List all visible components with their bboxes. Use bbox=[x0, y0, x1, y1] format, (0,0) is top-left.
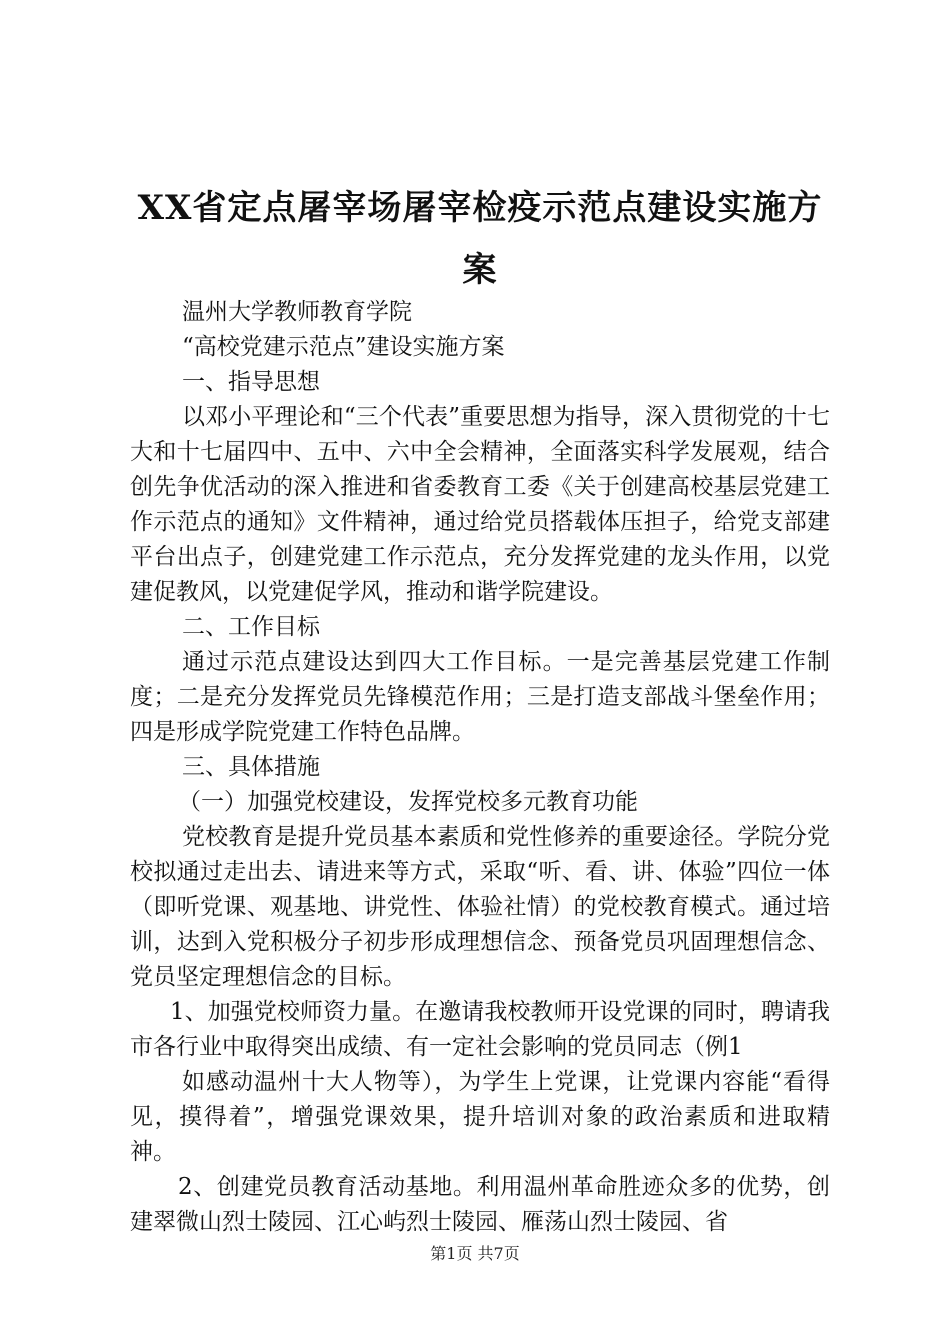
heading-guiding-ideology: 一、指导思想 bbox=[182, 369, 320, 395]
heading-work-goals: 二、工作目标 bbox=[182, 614, 320, 640]
paragraph-guiding-ideology: 以邓小平理论和“三个代表”重要思想为指导，深入贯彻党的十七大和十七届四中、五中、六中全会精神，全面落实科学发展观，结合创先争优活动的深入推进和省委教育工委《关于创建高校基层党建工作示范点的通知》文件精神，通过给党员搭载体压担子，给党支部建平台出点子，创建党建工作示范点，充分发挥党建的龙头作用，以党建促教风，以党建促学风，推动和谐学院建设。 bbox=[130, 404, 830, 605]
document-title-line-2: 案 bbox=[462, 250, 498, 290]
paragraph-item-2: 2、创建党员教育活动基地。利用温州革命胜迹众多的优势，创建翠微山烈士陵园、江心屿烈士陵园、雁荡山烈士陵园、省 bbox=[130, 1174, 830, 1235]
paragraph-item-1-cont: 如感动温州十大人物等），为学生上党课，让党课内容能“看得见，摸得着”，增强党课效果，提升培训对象的政治素质和进取精神。 bbox=[130, 1069, 830, 1165]
paragraph-party-school: 党校教育是提升党员基本素质和党性修养的重要途径。学院分党校拟通过走出去、请进来等方式，采取“听、看、讲、体验”四位一体（即听党课、观基地、讲党性、体验社情）的党校教育模式。通过培训，达到入党积极分子初步形成理想信念、预备党员巩固理想信念、党员坚定理想信念的目标。 bbox=[130, 824, 830, 990]
document-body bbox=[130, 295, 830, 1240]
paragraph-org: 温州大学教师教育学院 bbox=[182, 299, 412, 325]
paragraph-subtitle: “高校党建示范点”建设实施方案 bbox=[182, 334, 505, 360]
document-title-line-1: XX省定点屠宰场屠宰检疫示范点建设实施方 bbox=[137, 188, 823, 228]
paragraph-work-goals: 通过示范点建设达到四大工作目标。一是完善基层党建工作制度；二是充分发挥党员先锋模范作用；三是打造支部战斗堡垒作用；四是形成学院党建工作特色品牌。 bbox=[130, 649, 830, 745]
subheading-party-school: （一）加强党校建设，发挥党校多元教育功能 bbox=[178, 789, 638, 815]
page-footer: 第1页 共7页 bbox=[430, 1244, 520, 1263]
heading-measures: 三、具体措施 bbox=[182, 754, 320, 780]
paragraph-item-1: 1、加强党校师资力量。在邀请我校教师开设党课的同时，聘请我市各行业中取得突出成绩、有一定社会影响的党员同志（例1 bbox=[130, 999, 830, 1060]
